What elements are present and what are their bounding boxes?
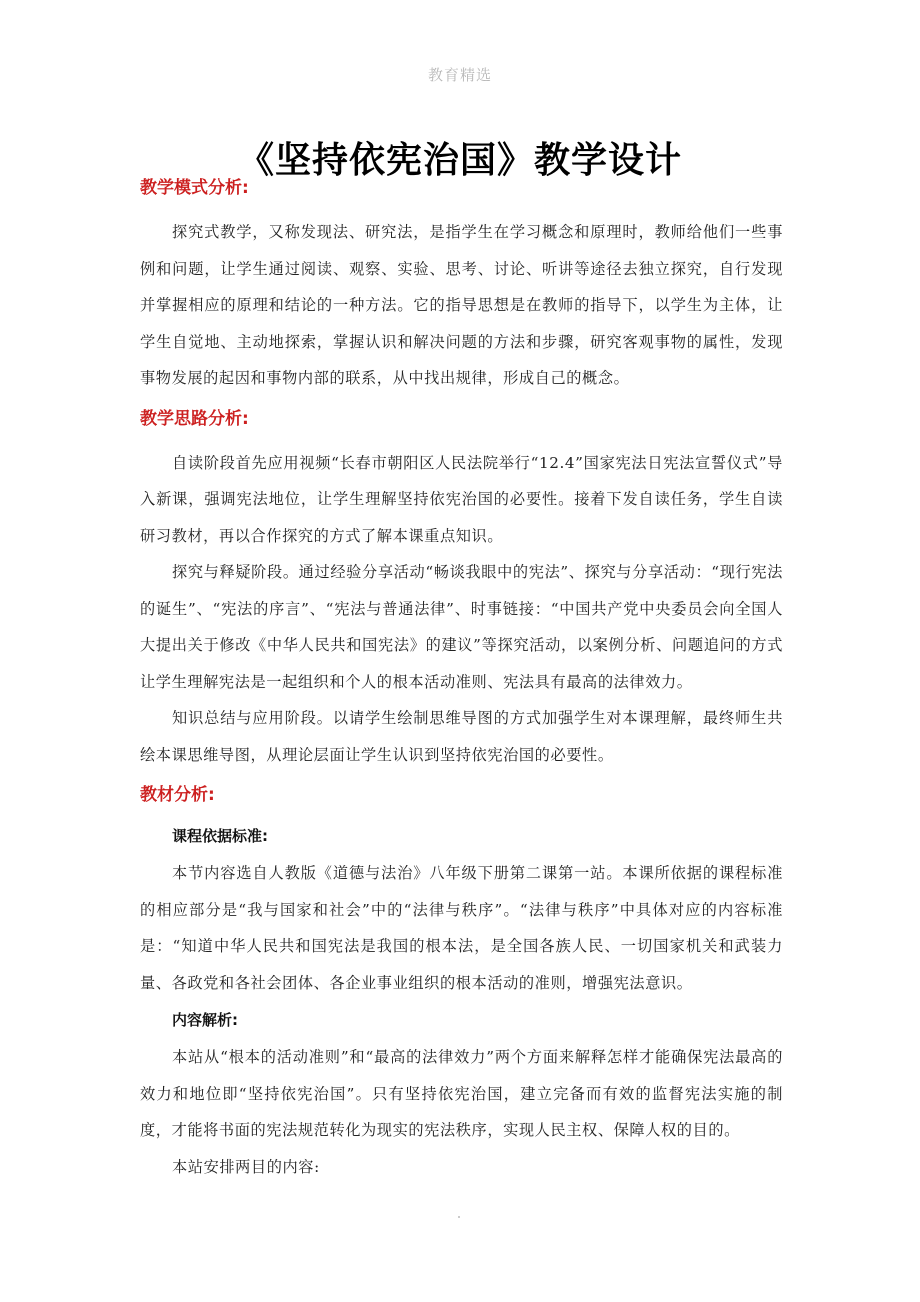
paragraph: 本站安排两目的内容: <box>172 1157 320 1176</box>
header-watermark: 教育精选 <box>427 66 492 84</box>
subsection-heading: 课程依据标准: <box>172 827 268 845</box>
subsection-content-analysis <box>140 1001 783 1185</box>
paragraph: 探究式教学，又称发现法、研究法，是指学生在学习概念和原理时，教师给他们一些事例和问题，让学生通过阅读、观察、实验、思考、讨论、听讲等途径去独立探究，自行发现并掌握相应的原理和结论的一种方法。它的指导思想是在教师的指导下，以学生为主体，让学生自觉地、主动地探索，掌握认识和解决问题的方法和步骤，研究客观事物的属性，发现事物发展的起因和事物内部的联系，从中找出规律，形成自己的概念。 <box>140 223 783 387</box>
paragraph: 探究与释疑阶段。通过经验分享活动“畅谈我眼中的宪法”、探究与分享活动：“现行宪法的诞生”、“宪法的序言”、“宪法与普通法律”、时事链接：“中国共产党中央委员会向全国人大提出关于修改《中华人民共和国宪法》的建议”等探究活动，以案例分析、问题追问的方式让学生理解宪法是一起组织和个人的根本活动准则、宪法具有最高的法律效力。 <box>140 563 783 691</box>
page-footer-mark <box>458 1216 460 1218</box>
document-body <box>140 170 783 1185</box>
document-title: 《坚持依宪治国》教学设计 <box>237 140 682 182</box>
section-heading: 教学模式分析: <box>140 178 249 198</box>
subsection-curriculum-standard <box>140 817 783 1001</box>
paragraph: 本节内容选自人教版《道德与法治》八年级下册第二课第一站。本课所依据的课程标准的相应部分是“我与国家和社会”中的“法律与秩序”。“法律与秩序”中具体对应的内容标准是：“知道中华人民共和国宪法是我国的根本法，是全国各族人民、一切国家机关和武装力量、各政党和各社会团体、各企业事业组织的根本活动的准则，增强宪法意识。 <box>140 864 783 992</box>
section-teaching-mode <box>140 170 783 397</box>
section-heading: 教材分析: <box>140 785 215 805</box>
section-teaching-approach <box>140 401 783 774</box>
section-textbook-analysis <box>140 777 783 1185</box>
section-heading: 教学思路分析: <box>140 408 249 429</box>
subsection-heading: 内容解析: <box>172 1011 238 1029</box>
paragraph: 本站从“根本的活动准则”和“最高的法律效力”两个方面来解释怎样才能确保宪法最高的效力和地位即“坚持依宪治国”。只有坚持依宪治国，建立完备而有效的监督宪法实施的制度，才能将书面的宪法规范转化为现实的宪法秩序，实现人民主权、保障人权的目的。 <box>140 1048 783 1139</box>
paragraph: 知识总结与应用阶段。以请学生绘制思维导图的方式加强学生对本课理解，最终师生共绘本课思维导图，从理论层面让学生认识到坚持依宪治国的必要性。 <box>140 709 783 764</box>
paragraph: 自读阶段首先应用视频“长春市朝阳区人民法院举行“12.4”国家宪法日宪法宣誓仪式”导入新课，强调宪法地位，让学生理解坚持依宪治国的必要性。接着下发自读任务，学生自读研习教材，再以合作探究的方式了解本课重点知识。 <box>140 453 783 545</box>
